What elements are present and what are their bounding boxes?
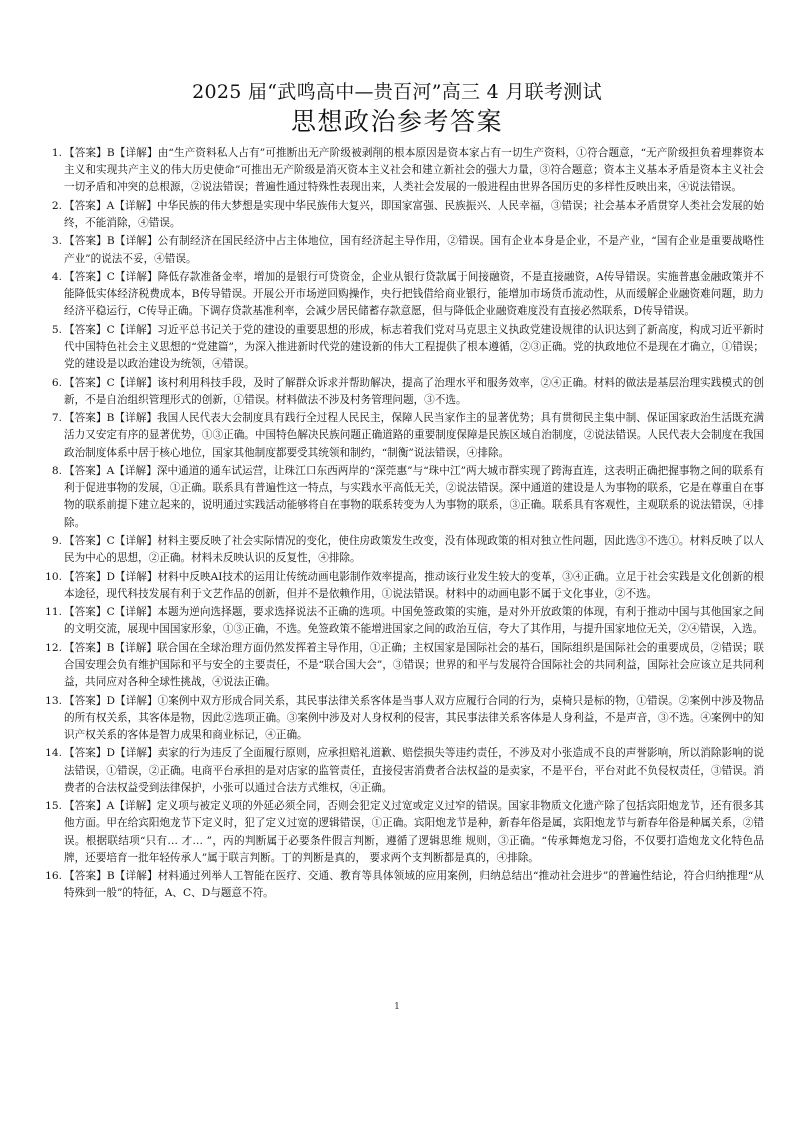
answer-text: 【答案】A【详解】深中通道的通车试运营，让珠江口东西两岸的“深莞惠”与“珠中江”两大城市群实现了跨海直连，这表明正确把握事物之间的联系有利于促进事物的发展，①正确。联系具有普遍性这一特点，与实践水平高低无关，②说法错误。深中通道的建设是人为事物的联系，它是在尊重自在事物的联系前提下建立起来的，说明通过实践活动能够将自在事物的联系转变为人为事物的联系，③正确。联系具有客观性，主观联系的说法错误，④排除。 — [64, 464, 764, 529]
question-number: 11. — [45, 606, 62, 619]
answer-list — [36, 145, 764, 904]
answer-item — [36, 533, 764, 567]
answer-item — [36, 375, 764, 409]
answer-item — [36, 198, 764, 232]
answer-item — [36, 322, 764, 374]
answer-item — [36, 798, 764, 867]
answer-text: 【答案】C【详解】降低存款准备金率，增加的是银行可贷资金，企业从银行贷款属于间接融资，不是直接融资，A传导错误。实施普惠金融政策并不能降低实体经济税费成本，B传导错误。开展公开市场逆回购操作，央行把钱借给商业银行，能增加市场货币流动性，从而缓解企业融资难问题，助力经济平稳运行，C传导正确。下调存贷款基准利率，会减少居民储蓄存款意愿，但与降低企业融资难度没有直接必然联系，D传导错误。 — [64, 270, 764, 318]
question-number: 7. — [51, 412, 62, 425]
answer-text: 【答案】C【详解】习近平总书记关于党的建设的重要思想的形成，标志着我们党对马克思主义执政党建设规律的认识达到了新高度，构成习近平新时代中国特色社会主义思想的“党建篇”，为深入推进新时代党的建设新的伟大工程提供了根本遵循，②③正确。党的执政地位不是现在才确立，①错误；党的建设是以政治建设为统领，④错误。 — [64, 323, 764, 371]
answer-text: 【答案】D【详解】材料中反映AI技术的运用让传统动画电影制作效率提高，推动该行业发生较大的变革，③④正确。立足于社会实践是文化创新的根本途径，现代科技发展有利于文艺作品的创新，但并不是依赖作用，①说法错误。材料中的动画电影不属于文化事业，②不选。 — [64, 570, 764, 600]
question-number: 16. — [45, 870, 62, 883]
answer-text: 【答案】B【详解】公有制经济在国民经济中占主体地位，国有经济起主导作用，②错误。国有企业本身是企业，不是产业，“国有企业是重要战略性产业”的说法不妥，④错误。 — [64, 235, 764, 265]
question-number: 12. — [45, 641, 62, 654]
question-number: 10. — [45, 570, 62, 583]
answer-text: 【答案】A【详解】中华民族的伟大梦想是实现中华民族伟大复兴，即国家富强、民族振兴、人民幸福，③错误；社会基本矛盾贯穿人类社会发展的始终，不能消除，④错误。 — [64, 199, 764, 229]
exam-title: 2025 届“武鸣高中—贵百河”高三 4 月联考测试 — [192, 81, 602, 103]
answer-text: 【答案】B【详解】由“生产资料私人占有”可推断出无产阶级被剥削的根本原因是资本家占有一切生产资料，①符合题意，“无产阶级担负着埋葬资本主义和实现共产主义的伟大历史使命”可推出无产阶级是消灭资本主义社会和建立新社会的强大力量，③符合题意；资本主义基本矛盾是资本主义社会一切矛盾和冲突的总根源，②说法错误；普遍性通过特殊性表现出来，人类社会发展的一般进程由世界各国历史的多样性反映出来，④说法错误。 — [64, 147, 764, 194]
question-number: 14. — [45, 747, 62, 760]
answer-item — [36, 269, 764, 321]
answer-item — [36, 145, 764, 197]
page-number: 1 — [394, 1002, 400, 1012]
answer-text: 【答案】C【详解】该村利用科技手段，及时了解群众诉求并帮助解决，提高了治理水平和服务效率，②④正确。材料的做法是基层治理实践模式的创新，不是自治组织管理形式的创新，①错误。材料做法不涉及村务管理问题，③不选。 — [64, 376, 764, 406]
answer-text: 【答案】C【详解】本题为逆向选择题，要求选择说法不正确的选项。中国免签政策的实施，是对外开放政策的体现，有利于推动中国与其他国家之间的文明交流，展现中国国家形象，①③正确，不选。免签政策不能增进国家之间的政治互信，夸大了其作用，与提升国家地位无关，②④错误，入选。 — [64, 606, 764, 636]
answer-item — [36, 463, 764, 532]
question-number: 2. — [51, 199, 62, 212]
document-subtitle: 思想政治参考答案 — [290, 107, 503, 136]
answer-text: 【答案】B【详解】材料通过列举人工智能在医疗、交通、教育等具体领域的应用案例，归纳总结出“推动社会进步”的普遍性结论，符合归纳推理“从特殊到一般”的特征，A、C、D与题意不符。 — [64, 870, 764, 900]
question-number: 13. — [45, 694, 62, 707]
answer-text: 【答案】C【详解】材料主要反映了社会实际情况的变化，使住房政策发生改变，没有体现政策的相对独立性问题，因此选③不选①。材料反映了以人民为中心的思想，②正确。材料未反映认识的反复性，④排除。 — [64, 534, 764, 565]
question-number: 5. — [51, 323, 62, 336]
answer-text: 【答案】D【详解】①案例中双方形成合同关系，其民事法律关系客体是当事人双方应履行合同的行为，桌椅只是标的物，①错误。②案例中涉及物品的所有权关系，其客体是物，因此②选项正确。③案例中涉及对人身权利的侵害，其民事法律关系客体是人身利益，不是声音，③不选。④案例中的知识产权关系的客体是智力成果和商业标记，④正确。 — [64, 694, 764, 741]
question-number: 1. — [51, 147, 62, 159]
question-number: 4. — [51, 270, 62, 283]
question-number: 8. — [51, 464, 62, 477]
answer-item — [36, 745, 764, 797]
question-number: 3. — [51, 235, 62, 248]
question-number: 6. — [51, 376, 62, 389]
question-number: 15. — [45, 800, 62, 813]
answer-item — [36, 868, 764, 902]
answer-text: 【答案】B【详解】我国人民代表大会制度具有践行全过程人民民主，保障人民当家作主的显著优势；具有贯彻民主集中制、保证国家政治生活既充满活力又安定有序的显著优势，①③正确。中国特色解决民族问题正确道路的重要制度保障是民族区域自治制度，②说法错误。人民代表大会制度在我国政治制度体系中居于核心地位，国家其他制度都要受其统领和制约，“制衡”说法错误，④排除。 — [64, 412, 764, 459]
answer-item — [36, 410, 764, 462]
answer-item — [36, 604, 764, 638]
answer-item — [36, 693, 764, 745]
answer-text: 【答案】A【详解】定义项与被定义项的外延必须全同，否则会犯定义过宽或定义过窄的错误。国家非物质文化遗产除了包括宾阳炮龙节，还有很多其他方面。甲在给宾阳炮龙节下定义时，犯了定义过宽的逻辑错误，①正确。宾阳炮龙节是种，新春年俗是属，宾阳炮龙节与新春年俗是种属关系，②错误。根据联结项“只有… 才… ”，丙的判断属于必要条件假言判断，遵循了逻辑思维 规则，③正确。“传承舞炮龙习俗，不仅要打造炮龙文化特色品牌，还要培育一批年轻传承人”属于联言判断。丁的判断是真的， 要求两个支判断都是真的，④排除。 — [64, 800, 764, 864]
answer-item — [36, 640, 764, 692]
answer-item — [36, 569, 764, 603]
answer-text: 【答案】B【详解】联合国在全球治理方面仍然发挥着主导作用，①正确；主权国家是国际社会的基石，国际组织是国际社会的重要成员，②错误；联合国安理会负有维护国际和平与安全的主要责任，不是“联合国大会”，③错误；世界的和平与发展符合国际社会的共同利益，国际社会应该立足共同利益，共同应对各种全球性挑战，④说法正确。 — [64, 641, 764, 689]
question-number: 9. — [51, 534, 62, 547]
answer-item — [36, 233, 764, 267]
answer-text: 【答案】D【详解】卖家的行为违反了全面履行原则，应承担赔礼道歉、赔偿损失等违约责任，不涉及对小张造成不良的声誉影响，所以消除影响的说法错误，①错误，②正确。电商平台承担的是对店家的监管责任，直接侵害消费者合法权益的是卖家，不是平台，平台对此不负侵权责任，③错误。消费者的合法权益受到法律保护，小张可以通过合法方式维权，④正确。 — [64, 747, 764, 794]
